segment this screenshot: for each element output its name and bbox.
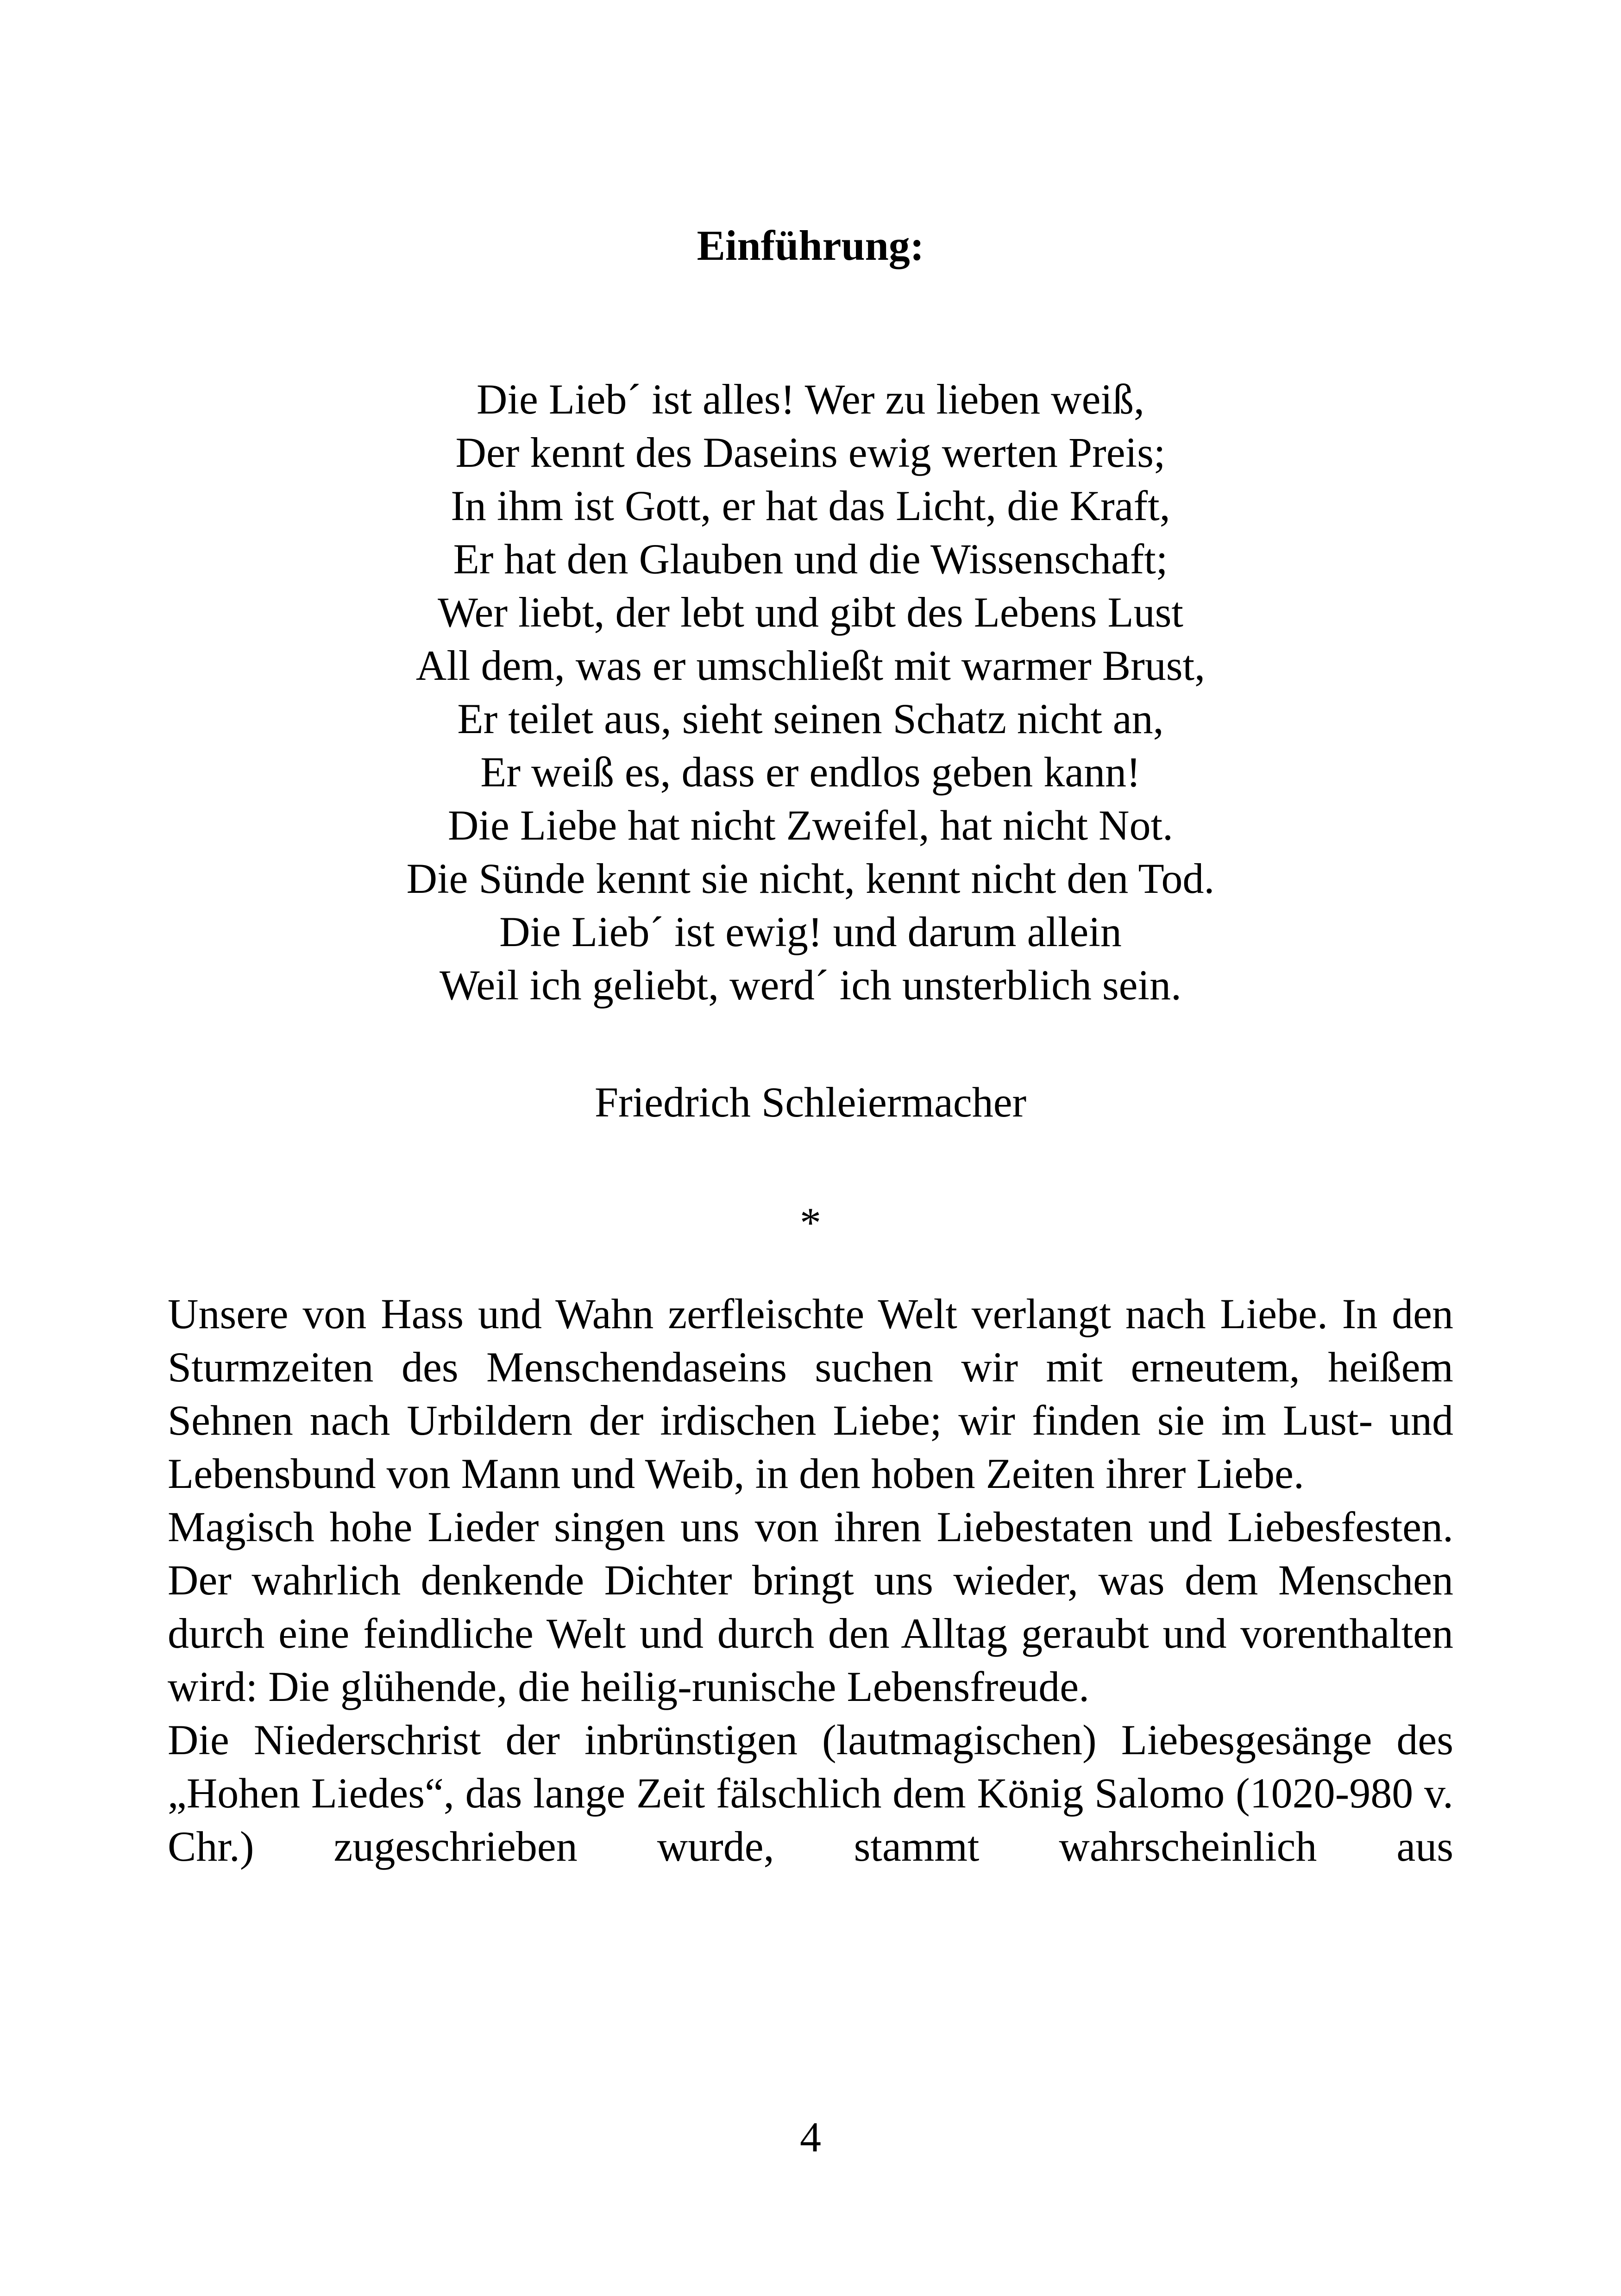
poem-line: Er teilet aus, sieht seinen Schatz nicht an, xyxy=(457,695,1164,742)
poem-line: Die Liebe hat nicht Zweifel, hat nicht Not. xyxy=(447,802,1174,849)
poem-line: Die Lieb´ ist alles! Wer zu lieben weiß, xyxy=(477,376,1144,423)
poem-line: Der kennt des Daseins ewig werten Preis; xyxy=(455,429,1166,476)
poem-line: Weil ich geliebt, werd´ ich unsterblich sein. xyxy=(439,961,1182,1009)
poem-line: Wer liebt, der lebt und gibt des Lebens Lust xyxy=(438,589,1183,636)
body-text xyxy=(168,1287,1453,1873)
poem-line: All dem, was er umschließt mit warmer Brust, xyxy=(415,642,1206,689)
poem-author: Friedrich Schleiermacher xyxy=(594,1079,1027,1126)
paragraph: Magisch hohe Lieder singen uns von ihren Liebestaten und Liebesfesten. Der wahrlich denkende Dichter bringt uns wieder, was dem Menschen durch eine feindliche Welt und durch den Alltag geraubt und vorenthalten wird: Die glühende, die heilig-runische Lebensfreude. xyxy=(168,1503,1453,1710)
poem-line: In ihm ist Gott, er hat das Licht, die Kraft, xyxy=(451,482,1170,529)
poem-line: Die Sünde kennt sie nicht, kennt nicht den Tod. xyxy=(406,855,1215,902)
poem xyxy=(0,373,1621,1012)
poem-line: Er hat den Glauben und die Wissenschaft; xyxy=(453,535,1168,583)
paragraph: Die Niederschrist der inbrünstigen (lautmagischen) Liebesgesänge des „Hohen Liedes“, das lange Zeit fälschlich dem König Salomo (1020-980 v. Chr.) zugeschrieben wurde, stammt wahrscheinlich aus xyxy=(168,1716,1453,1870)
paragraph: Unsere von Hass und Wahn zerfleischte Welt verlangt nach Liebe. In den Sturmzeiten des Menschendaseins suchen wir mit erneutem, heißem Sehnen nach Urbildern der irdischen Liebe; wir finden sie im Lust- und Lebensbund von Mann und Weib, in den hoben Zeiten ihrer Liebe. xyxy=(168,1290,1453,1497)
page-number: 4 xyxy=(800,2114,821,2161)
poem-line: Die Lieb´ ist ewig! und darum allein xyxy=(499,908,1122,955)
poem-line: Er weiß es, dass er endlos geben kann! xyxy=(480,748,1141,796)
page-heading: Einführung: xyxy=(697,222,924,269)
section-separator: * xyxy=(800,1199,821,1246)
